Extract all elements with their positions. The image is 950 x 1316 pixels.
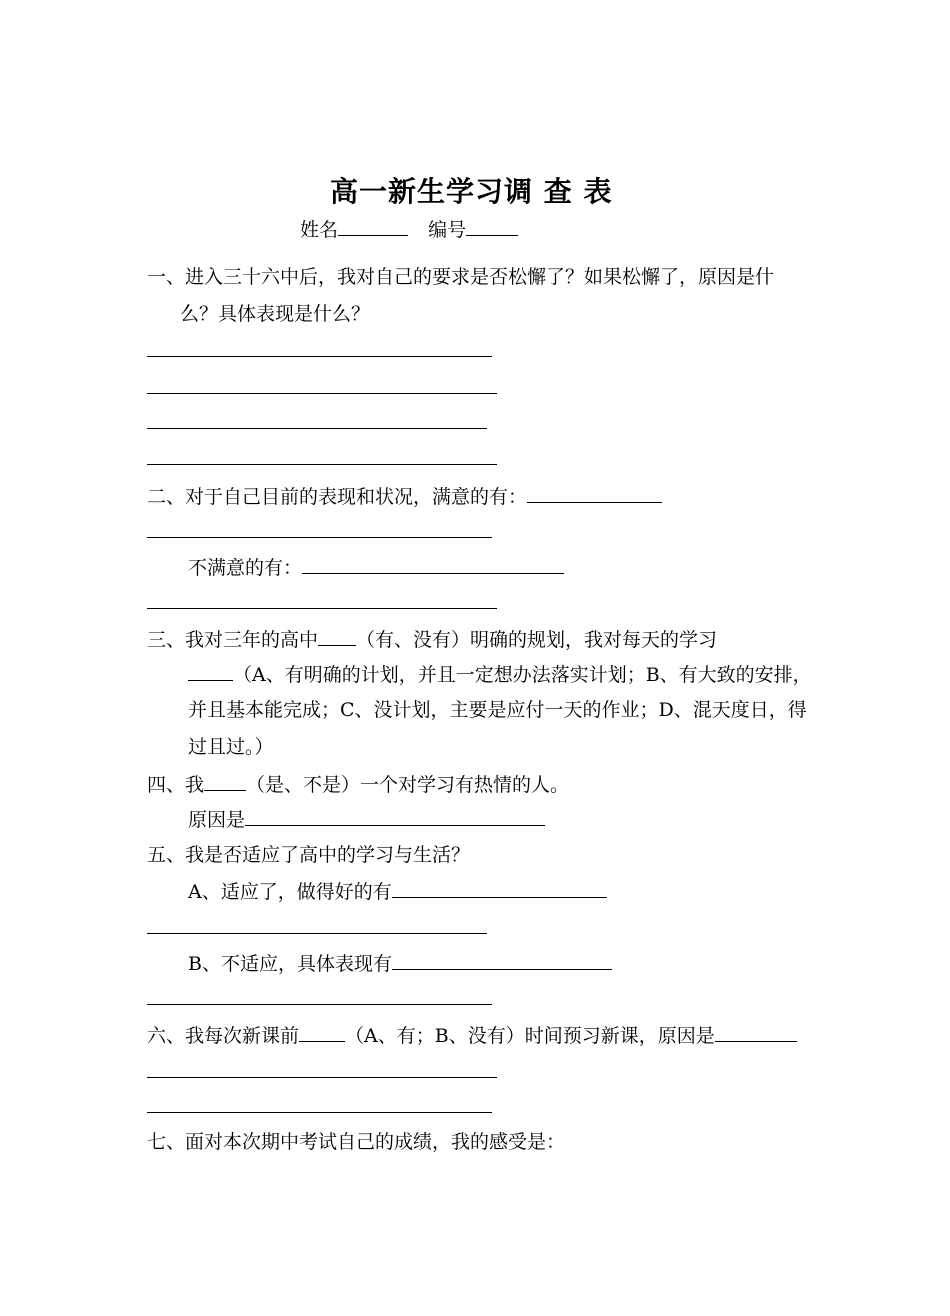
answer-line[interactable] — [147, 428, 487, 429]
question-5-option-b — [188, 951, 612, 975]
option-b-label: B、不适应，具体表现有 — [188, 953, 392, 975]
question-6-text-a: 六、我每次新课前 — [147, 1025, 300, 1047]
question-2-line-1 — [147, 484, 662, 508]
answer-line[interactable] — [147, 393, 497, 394]
question-7-line-1: 七、面对本次期中考试自己的成绩，我的感受是： — [147, 1131, 566, 1153]
question-2-satisfied-label: 二、对于自己目前的表现和状况，满意的有： — [147, 486, 528, 508]
question-3-text-b: （有、没有）明确的规划，我对每天的学习 — [356, 629, 718, 651]
preview-blank[interactable] — [299, 1023, 345, 1042]
question-3-line-2 — [188, 662, 812, 686]
question-4-text-a: 四、我 — [147, 774, 205, 796]
question-4-line-2 — [188, 807, 545, 831]
page-title: 高一新生学习调 查 表 — [330, 175, 613, 208]
unsatisfied-blank[interactable] — [302, 555, 564, 574]
question-5-option-a — [188, 879, 607, 903]
question-1-line-2: 么？具体表现是什么？ — [180, 303, 371, 325]
answer-line[interactable] — [147, 537, 492, 538]
enthusiasm-blank[interactable] — [204, 772, 246, 791]
answer-line[interactable] — [147, 356, 492, 357]
number-blank[interactable] — [466, 217, 518, 236]
name-field-row — [300, 217, 518, 241]
answer-line[interactable] — [147, 1077, 497, 1078]
daily-plan-blank[interactable] — [188, 662, 233, 681]
question-6-text-b: （A、有；B、没有）时间预习新课，原因是 — [345, 1025, 715, 1047]
satisfied-blank[interactable] — [527, 484, 662, 503]
answer-line[interactable] — [147, 608, 497, 609]
answer-line[interactable] — [147, 1112, 492, 1113]
option-b-blank[interactable] — [392, 951, 612, 970]
question-1-line-1: 一、进入三十六中后，我对自己的要求是否松懈了？如果松懈了，原因是什 — [147, 266, 775, 288]
name-label: 姓名 — [300, 219, 339, 241]
question-3-line-1 — [147, 627, 717, 651]
question-4-line-1 — [147, 772, 569, 796]
reason-blank[interactable] — [245, 807, 545, 826]
question-3-text-c: （A、有明确的计划，并且一定想办法落实计划；B、有大致的安排， — [233, 664, 812, 686]
question-4-text-b: （是、不是）一个对学习有热情的人。 — [246, 774, 570, 796]
name-blank[interactable] — [338, 217, 408, 236]
answer-line[interactable] — [147, 464, 497, 465]
preview-reason-blank[interactable] — [715, 1023, 797, 1042]
number-label: 编号 — [428, 219, 467, 241]
question-6-line-1 — [147, 1023, 797, 1047]
question-2-line-2 — [188, 555, 564, 579]
question-3-text-a: 三、我对三年的高中 — [147, 629, 319, 651]
option-a-blank[interactable] — [392, 879, 607, 898]
question-3-line-4: 过且过。） — [188, 736, 274, 758]
option-a-label: A、适应了，做得好的有 — [188, 881, 392, 903]
answer-line[interactable] — [147, 933, 487, 934]
answer-line[interactable] — [147, 1004, 492, 1005]
question-5-line-1: 五、我是否适应了高中的学习与生活？ — [147, 844, 471, 866]
plan-blank[interactable] — [318, 627, 356, 646]
question-4-reason-label: 原因是 — [188, 809, 246, 831]
question-2-unsatisfied-label: 不满意的有： — [188, 557, 303, 579]
question-3-line-3: 并且基本能完成；C、没计划，主要是应付一天的作业；D、混天度日，得 — [188, 699, 807, 721]
